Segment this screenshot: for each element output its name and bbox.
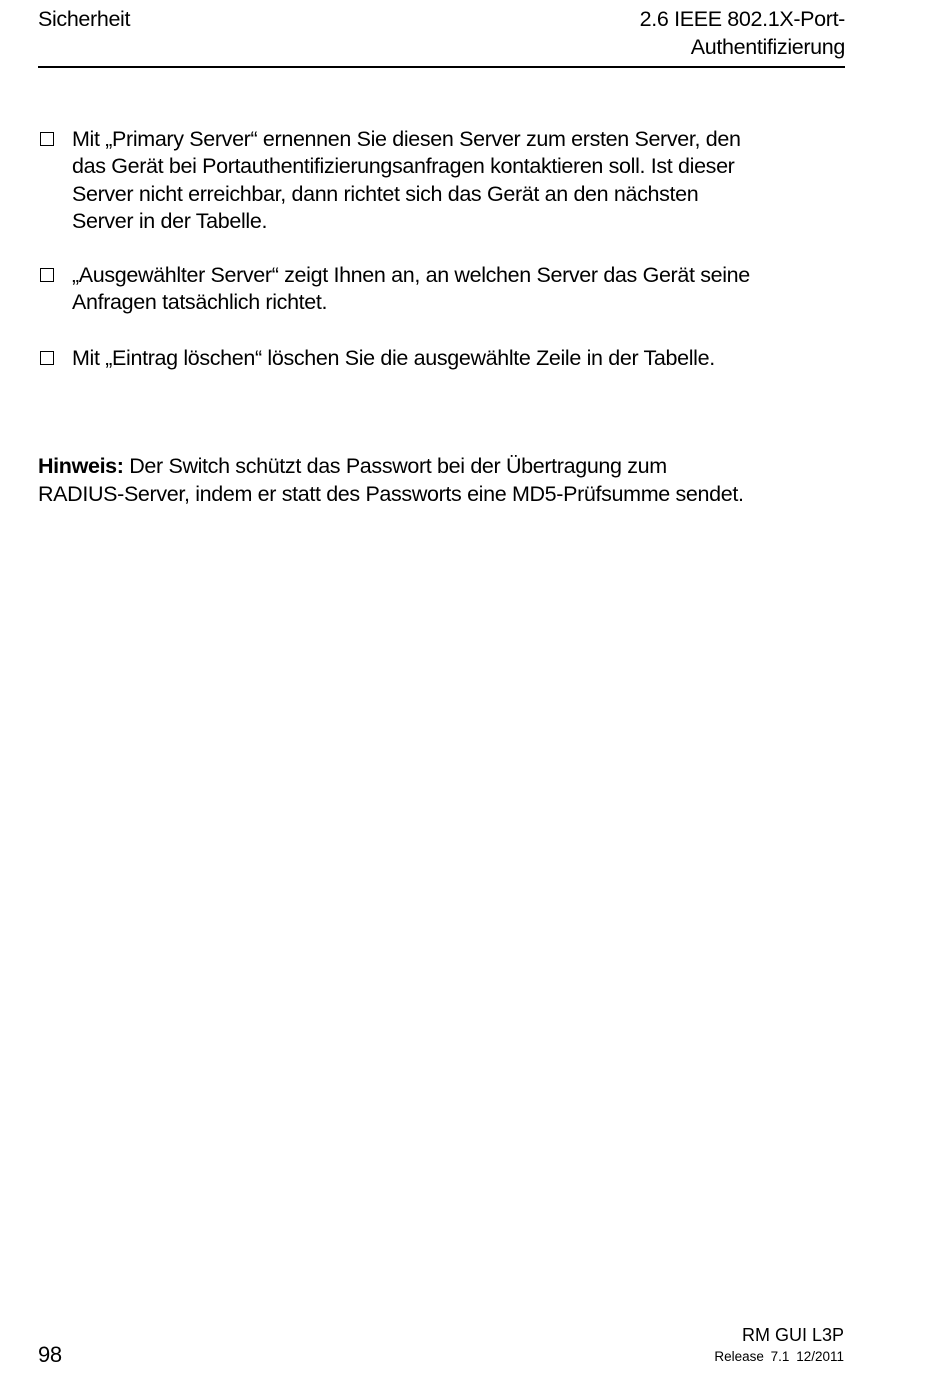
header-chapter-line1: 2.6 IEEE 802.1X-Port- (639, 7, 845, 31)
page-number: 98 (38, 1342, 62, 1367)
note-text: RADIUS-Server, indem er statt des Passworts eine MD5-Prüfsumme sendet. (38, 481, 744, 506)
header-section: Sicherheit (38, 7, 131, 31)
list-item-line: Mit „Primary Server“ ernennen Sie diesen Server zum ersten Server, den (72, 127, 741, 151)
header-rule (38, 66, 845, 68)
note-label: Hinweis: (38, 454, 124, 478)
note-text: Der Switch schützt das Passwort bei der Übertragung zum (123, 454, 667, 478)
list-item-line: das Gerät bei Portauthentifizierungsanfragen kontaktieren soll. Ist dieser (72, 154, 735, 179)
header-chapter-line2: Authentifizierung (690, 34, 845, 59)
list-item-line: Anfragen tatsächlich richtet. (72, 290, 328, 315)
square-bullet-icon (40, 351, 54, 365)
header-chapter (640, 6, 845, 61)
list-item-line: „Ausgewählter Server“ zeigt Ihnen an, an welchen Server das Gerät seine (72, 263, 750, 287)
square-bullet-icon (40, 132, 54, 146)
list-item-line: Server in der Tabelle. (72, 208, 268, 233)
note (38, 453, 744, 508)
footer-doc-title: RM GUI L3P (741, 1325, 844, 1345)
square-bullet-icon (40, 268, 54, 282)
list-item-line: Mit „Eintrag löschen“ löschen Sie die ausgewählte Zeile in der Tabelle. (72, 346, 715, 370)
list-item-line: Server nicht erreichbar, dann richtet sich das Gerät an den nächsten (72, 181, 699, 206)
footer-release: Release 7.1 12/2011 (714, 1349, 844, 1364)
